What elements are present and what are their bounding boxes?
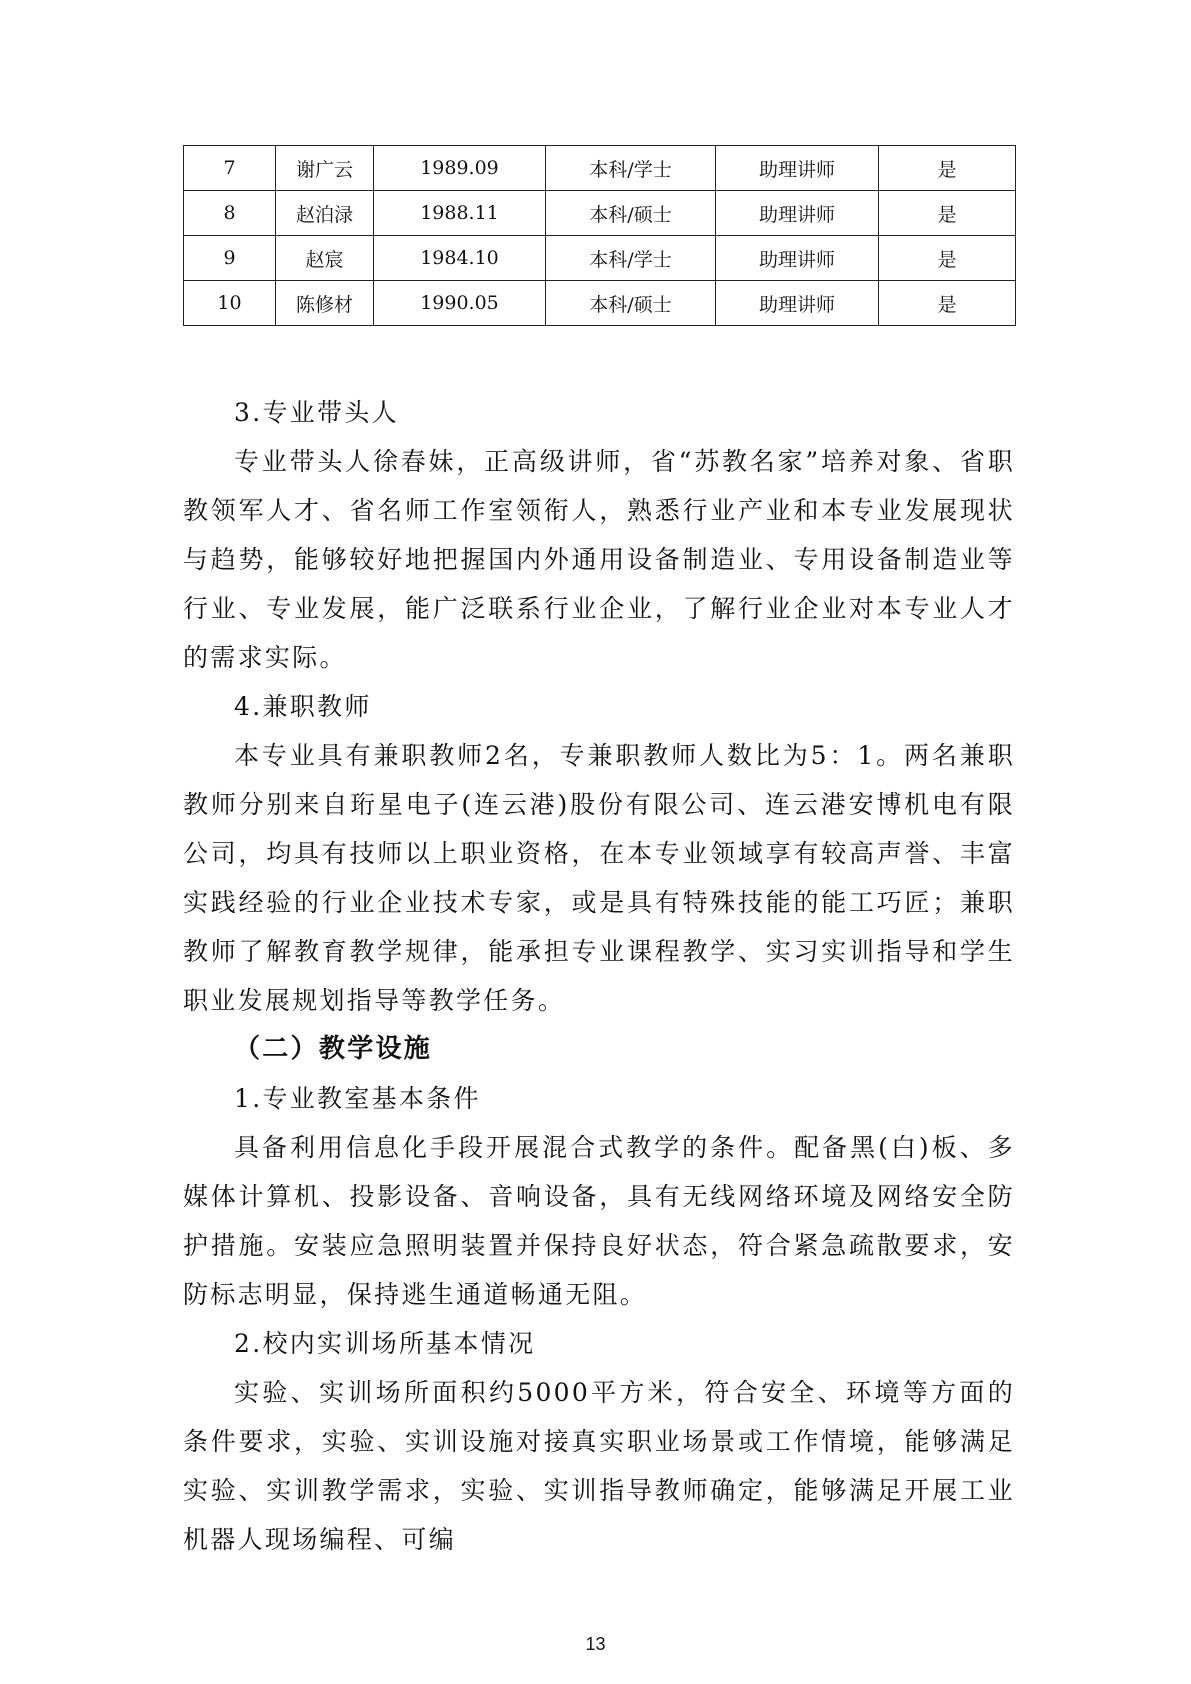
cell-name: 赵泊渌 xyxy=(276,191,374,236)
cell-education: 本科/硕士 xyxy=(546,281,716,326)
cell-birth: 1989.09 xyxy=(374,146,546,191)
table-row xyxy=(184,146,1016,191)
training-paragraph: 实验、实训场所面积约5000平方米，符合安全、环境等方面的条件要求，实验、实训设施对接真实职业场景或工作情境，能够满足实验、实训教学需求，实验、实训指导教师确定，能够满足开展工业机器人现场编程、可编 xyxy=(183,1378,1015,1554)
leader-paragraph: 专业带头人徐春妹，正高级讲师，省“苏教名家”培养对象、省职教领军人才、省名师工作室领衔人，熟悉行业产业和本专业发展现状与趋势，能够较好地把握国内外通用设备制造业、专用设备制造业等行业、专业发展，能广泛联系行业企业，了解行业企业对本专业人才的需求实际。 xyxy=(183,447,1015,672)
staff-table-body xyxy=(184,146,1016,326)
training-heading: 2.校内实训场所基本情况 xyxy=(234,1329,536,1358)
document-body xyxy=(183,388,1015,1564)
cell-no: 10 xyxy=(184,281,276,326)
page-number: 13 xyxy=(585,1634,606,1654)
cell-flag: 是 xyxy=(879,146,1016,191)
cell-title: 助理讲师 xyxy=(716,146,879,191)
cell-name: 陈修材 xyxy=(276,281,374,326)
staff-table xyxy=(183,145,1016,326)
leader-heading: 3.专业带头人 xyxy=(234,398,399,427)
cell-education: 本科/学士 xyxy=(546,236,716,281)
cell-education: 本科/硕士 xyxy=(546,191,716,236)
cell-no: 7 xyxy=(184,146,276,191)
cell-birth: 1990.05 xyxy=(374,281,546,326)
cell-birth: 1988.11 xyxy=(374,191,546,236)
classroom-paragraph: 具备利用信息化手段开展混合式教学的条件。配备黑(白)板、多媒体计算机、投影设备、音响设备，具有无线网络环境及网络安全防护措施。安装应急照明装置并保持良好状态，符合紧急疏散要求，安防标志明显，保持逃生通道畅通无阻。 xyxy=(183,1133,1015,1309)
cell-name: 赵宸 xyxy=(276,236,374,281)
cell-flag: 是 xyxy=(879,191,1016,236)
part-time-heading: 4.兼职教师 xyxy=(234,692,372,721)
table-row xyxy=(184,236,1016,281)
cell-no: 8 xyxy=(184,191,276,236)
table-row xyxy=(184,191,1016,236)
cell-birth: 1984.10 xyxy=(374,236,546,281)
cell-flag: 是 xyxy=(879,281,1016,326)
table-row xyxy=(184,281,1016,326)
part-time-paragraph: 本专业具有兼职教师2名，专兼职教师人数比为5：1。两名兼职教师分别来自珩星电子(连云港)股份有限公司、连云港安博机电有限公司，均具有技师以上职业资格，在本专业领域享有较高声誉、丰富实践经验的行业企业技术专家，或是具有特殊技能的能工巧匠；兼职教师了解教育教学规律，能承担专业课程教学、实习实训指导和学生职业发展规划指导等教学任务。 xyxy=(183,741,1015,1015)
cell-education: 本科/学士 xyxy=(546,146,716,191)
cell-title: 助理讲师 xyxy=(716,281,879,326)
cell-name: 谢广云 xyxy=(276,146,374,191)
cell-no: 9 xyxy=(184,236,276,281)
classroom-heading: 1.专业教室基本条件 xyxy=(234,1084,481,1113)
cell-title: 助理讲师 xyxy=(716,236,879,281)
cell-title: 助理讲师 xyxy=(716,191,879,236)
cell-flag: 是 xyxy=(879,236,1016,281)
facilities-heading: （二）教学设施 xyxy=(234,1034,433,1064)
